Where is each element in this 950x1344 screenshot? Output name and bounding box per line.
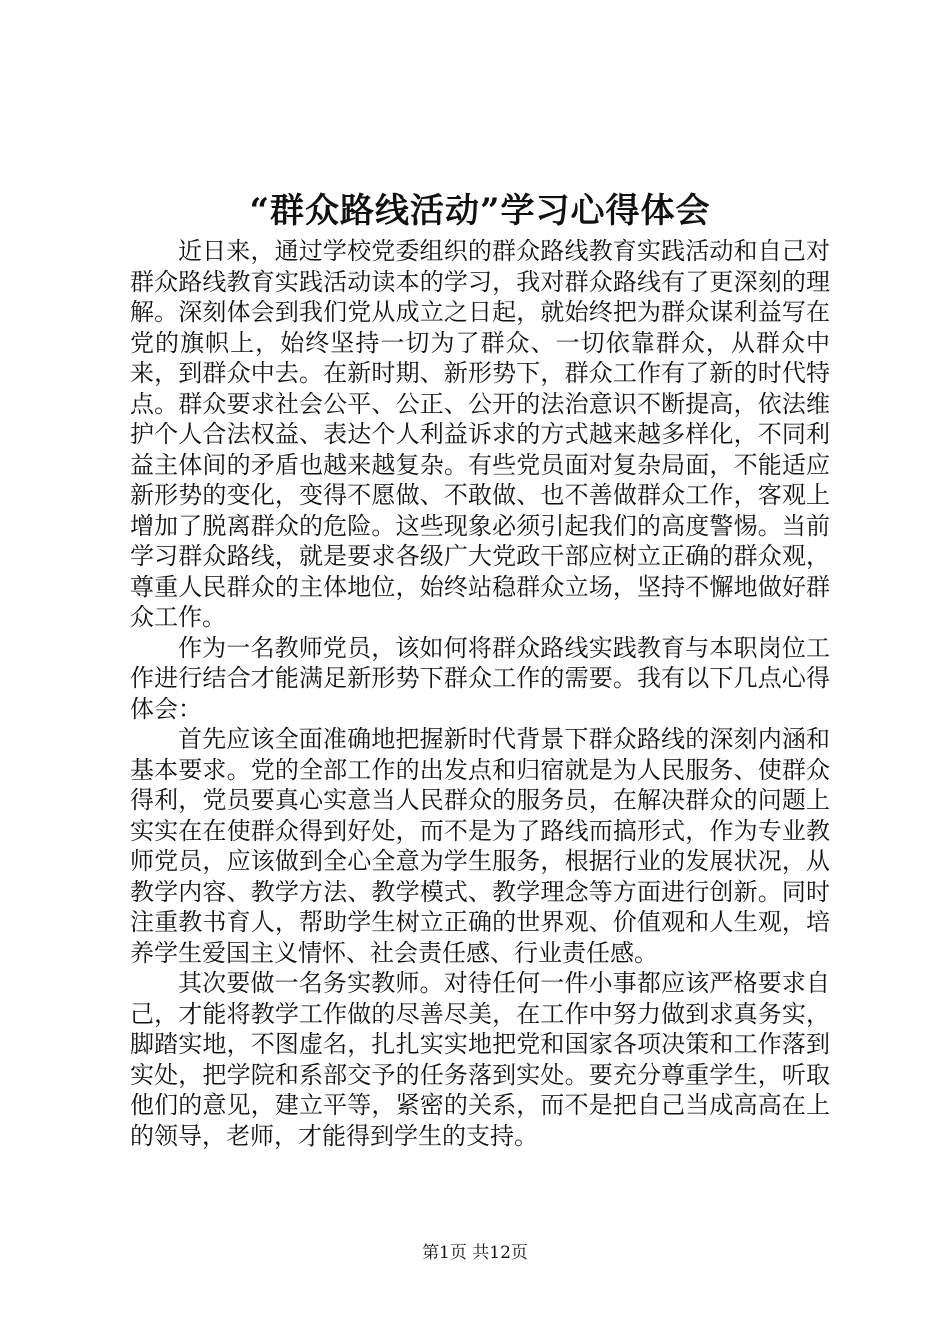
page-number-footer: 第1页 共12页 bbox=[422, 1243, 528, 1263]
paragraph-4: 其次要做一名务实教师。对待任何一件小事都应该严格要求自己，才能将教学工作做的尽善尽美，在工作中努力做到求真务实，脚踏实地，不图虚名，扎扎实实地把党和国家各项决策和工作落到实处，把学院和系部交予的任务落到实处。要充分尊重学生，听取他们的意见，建立平等，紧密的关系，而不是把自己当成高高在上的领导，老师，才能得到学生的支持。 bbox=[130, 969, 830, 1150]
paragraph-3: 首先应该全面准确地把握新时代背景下群众路线的深刻内涵和基本要求。党的全部工作的出发点和归宿就是为人民服务、使群众得利，党员要真心实意当人民群众的服务员，在解决群众的问题上实实在在使群众得到好处，而不是为了路线而搞形式，作为专业教师党员，应该做到全心全意为学生服务，根据行业的发展状况，从教学内容、教学方法、教学模式、教学理念等方面进行创新。同时注重教书育人，帮助学生树立正确的世界观、价值观和人生观，培养学生爱国主义情怀、社会责任感、行业责任感。 bbox=[130, 725, 830, 967]
paragraph-2: 作为一名教师党员，该如何将群众路线实践教育与本职岗位工作进行结合才能满足新形势下群众工作的需要。我有以下几点心得体会： bbox=[130, 633, 830, 723]
paragraph-1: 近日来，通过学校党委组织的群众路线教育实践活动和自己对群众路线教育实践活动读本的学习，我对群众路线有了更深刻的理解。深刻体会到我们党从成立之日起，就始终把为群众谋利益写在党的旗帜上，始终坚持一切为了群众、一切依靠群众，从群众中来，到群众中去。在新时期、新形势下，群众工作有了新的时代特点。群众要求社会公平、公正、公开的法治意识不断提高，依法维护个人合法权益、表达个人利益诉求的方式越来越多样化，不同利益主体间的矛盾也越来越复杂。有些党员面对复杂局面，不能适应新形势的变化，变得不愿做、不敢做、也不善做群众工作，客观上增加了脱离群众的危险。这些现象必须引起我们的高度警惕。当前学习群众路线，就是要求各级广大党政干部应树立正确的群众观，尊重人民群众的主体地位，始终站稳群众立场，坚持不懈地做好群众工作。 bbox=[130, 237, 830, 631]
document-body bbox=[130, 236, 830, 1151]
document-title: “群众路线活动”学习心得体会 bbox=[249, 191, 711, 231]
